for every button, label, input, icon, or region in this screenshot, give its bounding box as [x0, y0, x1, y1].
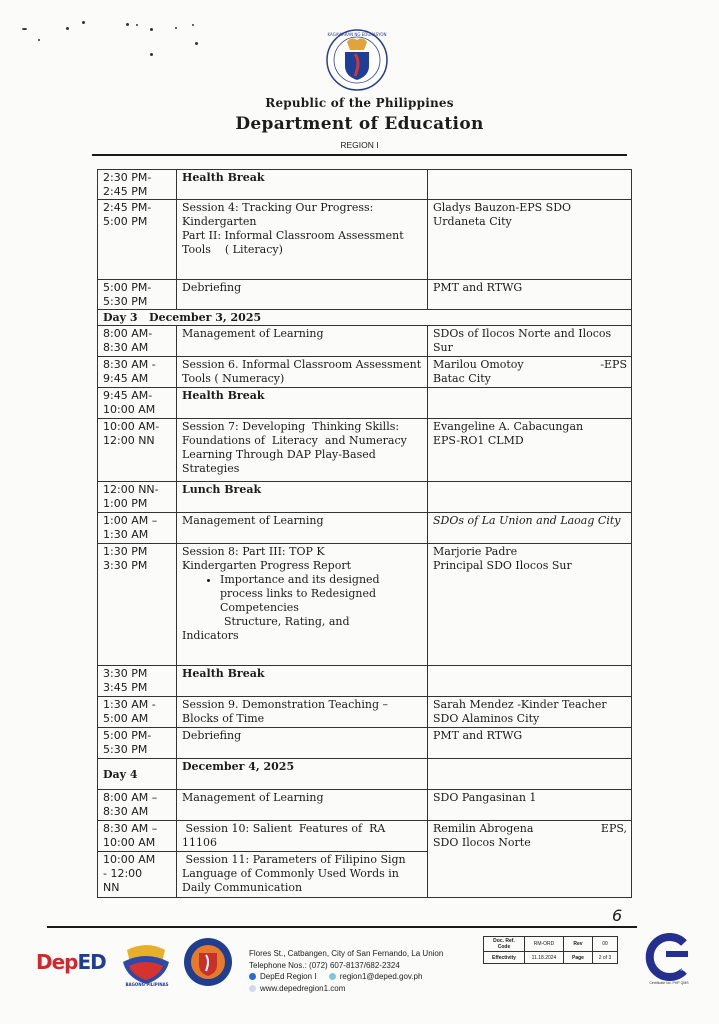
cell-line: SDO Pangasinan 1 — [433, 791, 537, 804]
day-label: Day 4 — [98, 759, 177, 790]
time-cell — [98, 544, 177, 666]
speaker-cell — [428, 821, 632, 898]
svg-text:KAGAWARAN NG EDUKASYON: KAGAWARAN NG EDUKASYON — [327, 32, 387, 37]
cell-line: 3:30 PM — [103, 559, 148, 572]
cell-line: EPS-RO1 CLMD — [433, 434, 524, 447]
schedule-row — [98, 821, 632, 852]
cell-line: Session 6. Informal Classroom Assessment Tools ( Numeracy) — [182, 358, 425, 385]
time-cell — [98, 821, 177, 852]
speaker-role: EPS, — [600, 822, 627, 835]
session-cell — [177, 821, 428, 852]
cell-line: Session 11: Parameters of Filipino Sign Language of Commonly Used Words in Daily Communication — [182, 853, 410, 894]
cell-line: 8:30 AM — [103, 341, 149, 354]
cell-line: Management of Learning — [182, 514, 324, 527]
cell-line: 2:45 PM- — [103, 201, 152, 214]
time-cell — [98, 513, 177, 544]
effectivity-value: 11.18.2024 — [525, 952, 564, 964]
cell-line: 5:00 PM- — [103, 281, 152, 294]
schedule-row — [98, 790, 632, 821]
cell-line: 1:30 PM — [103, 545, 148, 558]
rev-label: Rev — [564, 937, 593, 952]
address: Flores St., Catbangen, City of San Fernando, La Union — [249, 949, 444, 958]
facebook-link[interactable]: DepEd Region I — [260, 972, 317, 981]
cell-line: 12:00 NN- — [103, 483, 159, 496]
cell-line: 8:30 AM – — [103, 822, 158, 835]
cell-line: Session 10: Salient Features of RA 11106 — [182, 822, 389, 849]
effectivity-label: Effectivity — [484, 952, 525, 964]
cell-line: 8:30 AM — [103, 805, 149, 818]
schedule-row — [98, 357, 632, 388]
time-cell — [98, 326, 177, 357]
session-cell — [177, 544, 428, 666]
globe-icon — [249, 985, 256, 992]
cell-line: 5:00 AM — [103, 712, 149, 725]
speaker-cell — [428, 357, 632, 388]
cell-line: Principal SDO Ilocos Sur — [433, 559, 572, 572]
cell-line: 5:00 PM — [103, 215, 148, 228]
session-cell — [177, 280, 428, 310]
speaker-cell — [428, 170, 632, 200]
day-header-row — [98, 759, 632, 790]
time-cell — [98, 419, 177, 482]
session-cell — [177, 357, 428, 388]
cell-line: 8:30 AM - — [103, 358, 156, 371]
time-cell — [98, 728, 177, 759]
speaker-affiliation: Batac City — [433, 372, 491, 385]
cell-line: Gladys Bauzon-EPS SDO Urdaneta City — [433, 201, 572, 228]
deped-logo-text: Dep — [36, 950, 78, 974]
schedule-row — [98, 170, 632, 200]
iso-caption: Certificate No. PHP QMS — [649, 981, 689, 985]
page-label: Page — [564, 952, 593, 964]
speaker-cell — [428, 200, 632, 280]
cell-line: 2:45 PM — [103, 185, 148, 198]
speaker-cell — [428, 280, 632, 310]
cell-line: 1:30 AM — [103, 528, 149, 541]
rev-value: 00 — [593, 937, 618, 952]
page-value: 2 of 3 — [593, 952, 618, 964]
speaker-cell — [428, 482, 632, 513]
cell-line: Session 7: Developing Thinking Skills: Foundations of Literacy and Numeracy Learning Through DAP Play-Based Strategies — [182, 420, 411, 475]
bullet-item: • Importance and its designed process links to Redesigned Competencies — [220, 573, 423, 615]
session-bullets — [182, 573, 423, 615]
cell-line: Part II: Informal Classroom Assessment Tools ( Literacy) — [182, 229, 408, 256]
cell-line: Session 9. Demonstration Teaching – Blocks of Time — [182, 698, 392, 725]
session-title-line: Session 8: Part III: TOP K — [182, 545, 325, 558]
bagong-pilipinas-text: BAGONG PILIPINAS — [125, 982, 169, 987]
cell-line: Health Break — [182, 171, 265, 184]
footer-rule — [47, 926, 637, 928]
cell-line: Health Break — [182, 389, 265, 402]
facebook-icon — [249, 973, 256, 980]
department-heading: Department of Education — [235, 114, 484, 134]
website-link[interactable]: www.depedregion1.com — [260, 983, 346, 993]
cell-line: 8:00 AM- — [103, 327, 153, 340]
day-header-row — [98, 310, 632, 326]
cell-line: SDOs of Ilocos Norte and Ilocos Sur — [433, 327, 612, 354]
speaker-cell — [428, 666, 632, 697]
header-rule — [92, 154, 627, 156]
email-icon — [329, 973, 336, 980]
schedule-row — [98, 280, 632, 310]
page-number: 6 — [612, 906, 623, 925]
session-cell — [177, 697, 428, 728]
cell-line: 10:00 AM — [103, 836, 156, 849]
deped-logo — [36, 950, 106, 982]
cell-line: Marjorie Padre — [433, 545, 518, 558]
session-cell — [177, 200, 428, 280]
iso-text: ISO 9001 — [672, 967, 691, 972]
schedule-row — [98, 388, 632, 419]
speaker-name: Remilin Abrogena — [433, 822, 534, 835]
schedule-row — [98, 419, 632, 482]
speaker-cell — [428, 326, 632, 357]
cell-line: 9:45 AM — [103, 372, 149, 385]
speaker-line — [433, 822, 627, 836]
schedule-row — [98, 544, 632, 666]
speaker-name: Marilou Omotoy — [433, 358, 524, 371]
cell-line: PMT and RTWG — [433, 281, 523, 294]
cell-line: 9:45 AM- — [103, 389, 153, 402]
speaker-cell — [428, 419, 632, 482]
speaker-role: -EPS — [600, 358, 627, 371]
schedule-row — [98, 728, 632, 759]
cell-line: Sarah Mendez -Kinder Teacher SDO Alaminos City — [433, 698, 607, 725]
session-cell — [177, 388, 428, 419]
time-cell — [98, 790, 177, 821]
cell-line: 3:45 PM — [103, 681, 148, 694]
time-cell — [98, 388, 177, 419]
cell-line: Management of Learning — [182, 327, 324, 340]
republic-heading: Republic of the Philippines — [265, 96, 454, 110]
cell-line: Session 4: Tracking Our Progress: Kindergarten — [182, 201, 377, 228]
cell-line: Lunch Break — [182, 483, 262, 496]
schedule-row — [98, 482, 632, 513]
cell-line: 12:00 NN — [103, 434, 155, 447]
time-cell — [98, 200, 177, 280]
speaker-cell — [428, 697, 632, 728]
cell-line: Debriefing — [182, 281, 242, 294]
cell-line: 5:30 PM — [103, 743, 148, 756]
schedule-row — [98, 200, 632, 280]
deped-seal-icon — [325, 28, 389, 92]
session-cell — [177, 170, 428, 200]
schedule-row — [98, 697, 632, 728]
iso-certification-icon — [644, 933, 692, 981]
day-label: Day 3 December 3, 2025 — [98, 310, 632, 326]
session-cell — [177, 419, 428, 482]
cell-line: 5:00 PM- — [103, 729, 152, 742]
speaker-cell — [428, 790, 632, 821]
doc-ref-label: Doc. Ref. Code — [484, 937, 525, 952]
cell-line: 1:30 AM - — [103, 698, 156, 711]
cell-line: PMT and RTWG — [433, 729, 523, 742]
cell-line: 10:00 AM — [103, 403, 156, 416]
speaker-cell — [428, 544, 632, 666]
schedule-table — [97, 169, 632, 898]
session-title-line: Kindergarten Progress Report — [182, 559, 352, 572]
schedule-row — [98, 326, 632, 357]
cell-line: 1:00 PM — [103, 497, 148, 510]
cell-line: Evangeline A. Cabacungan — [433, 420, 584, 433]
cell-line: 8:00 AM – — [103, 791, 158, 804]
speaker-cell — [428, 728, 632, 759]
bullet-tail: Indicators — [182, 629, 239, 642]
cell-line: 1:00 AM – — [103, 514, 158, 527]
cell-line: - 12:00 — [103, 867, 143, 880]
speaker-cell — [428, 513, 632, 544]
session-cell — [177, 326, 428, 357]
time-cell — [98, 666, 177, 697]
cell-line: Health Break — [182, 667, 265, 680]
cell-line: 10:00 AM — [103, 853, 156, 866]
session-cell — [177, 513, 428, 544]
telephone: Telephone Nos.: (072) 607-8137/682-2324 — [249, 960, 400, 970]
cell-line: 3:30 PM — [103, 667, 148, 680]
document-control-table — [483, 936, 618, 964]
time-cell — [98, 170, 177, 200]
cell-line: Debriefing — [182, 729, 242, 742]
speaker-cell — [428, 388, 632, 419]
time-cell — [98, 357, 177, 388]
session-cell — [177, 666, 428, 697]
speaker-line — [433, 358, 627, 372]
day-date: December 4, 2025 — [177, 759, 428, 790]
deped-region1-seal — [183, 937, 233, 987]
doc-ref-value: RM-ORD — [525, 937, 564, 952]
cell-line: Management of Learning — [182, 791, 324, 804]
scan-specks — [0, 0, 240, 60]
contact-info — [249, 948, 443, 994]
time-cell — [98, 697, 177, 728]
cell-line: 5:30 PM — [103, 295, 148, 308]
session-cell — [177, 852, 428, 898]
cell-line: 10:00 AM- — [103, 420, 160, 433]
time-cell — [98, 482, 177, 513]
email-link[interactable]: region1@deped.gov.ph — [339, 972, 423, 981]
region-heading: REGION I — [340, 140, 379, 150]
session-cell — [177, 728, 428, 759]
deped-logo-text-ed: ED — [77, 950, 106, 974]
cell-line: 2:30 PM- — [103, 171, 152, 184]
cell-line: NN — [103, 881, 120, 894]
session-cell — [177, 790, 428, 821]
speaker-affiliation: SDO Ilocos Norte — [433, 836, 531, 849]
time-cell — [98, 280, 177, 310]
bagong-pilipinas-logo — [117, 940, 175, 986]
bullet-continuation: Structure, Rating, and — [224, 615, 350, 628]
time-cell — [98, 852, 177, 898]
schedule-row — [98, 513, 632, 544]
speaker-cell — [428, 759, 632, 790]
session-cell — [177, 482, 428, 513]
schedule-row — [98, 666, 632, 697]
cell-line: SDOs of La Union and Laoag City — [433, 514, 621, 527]
